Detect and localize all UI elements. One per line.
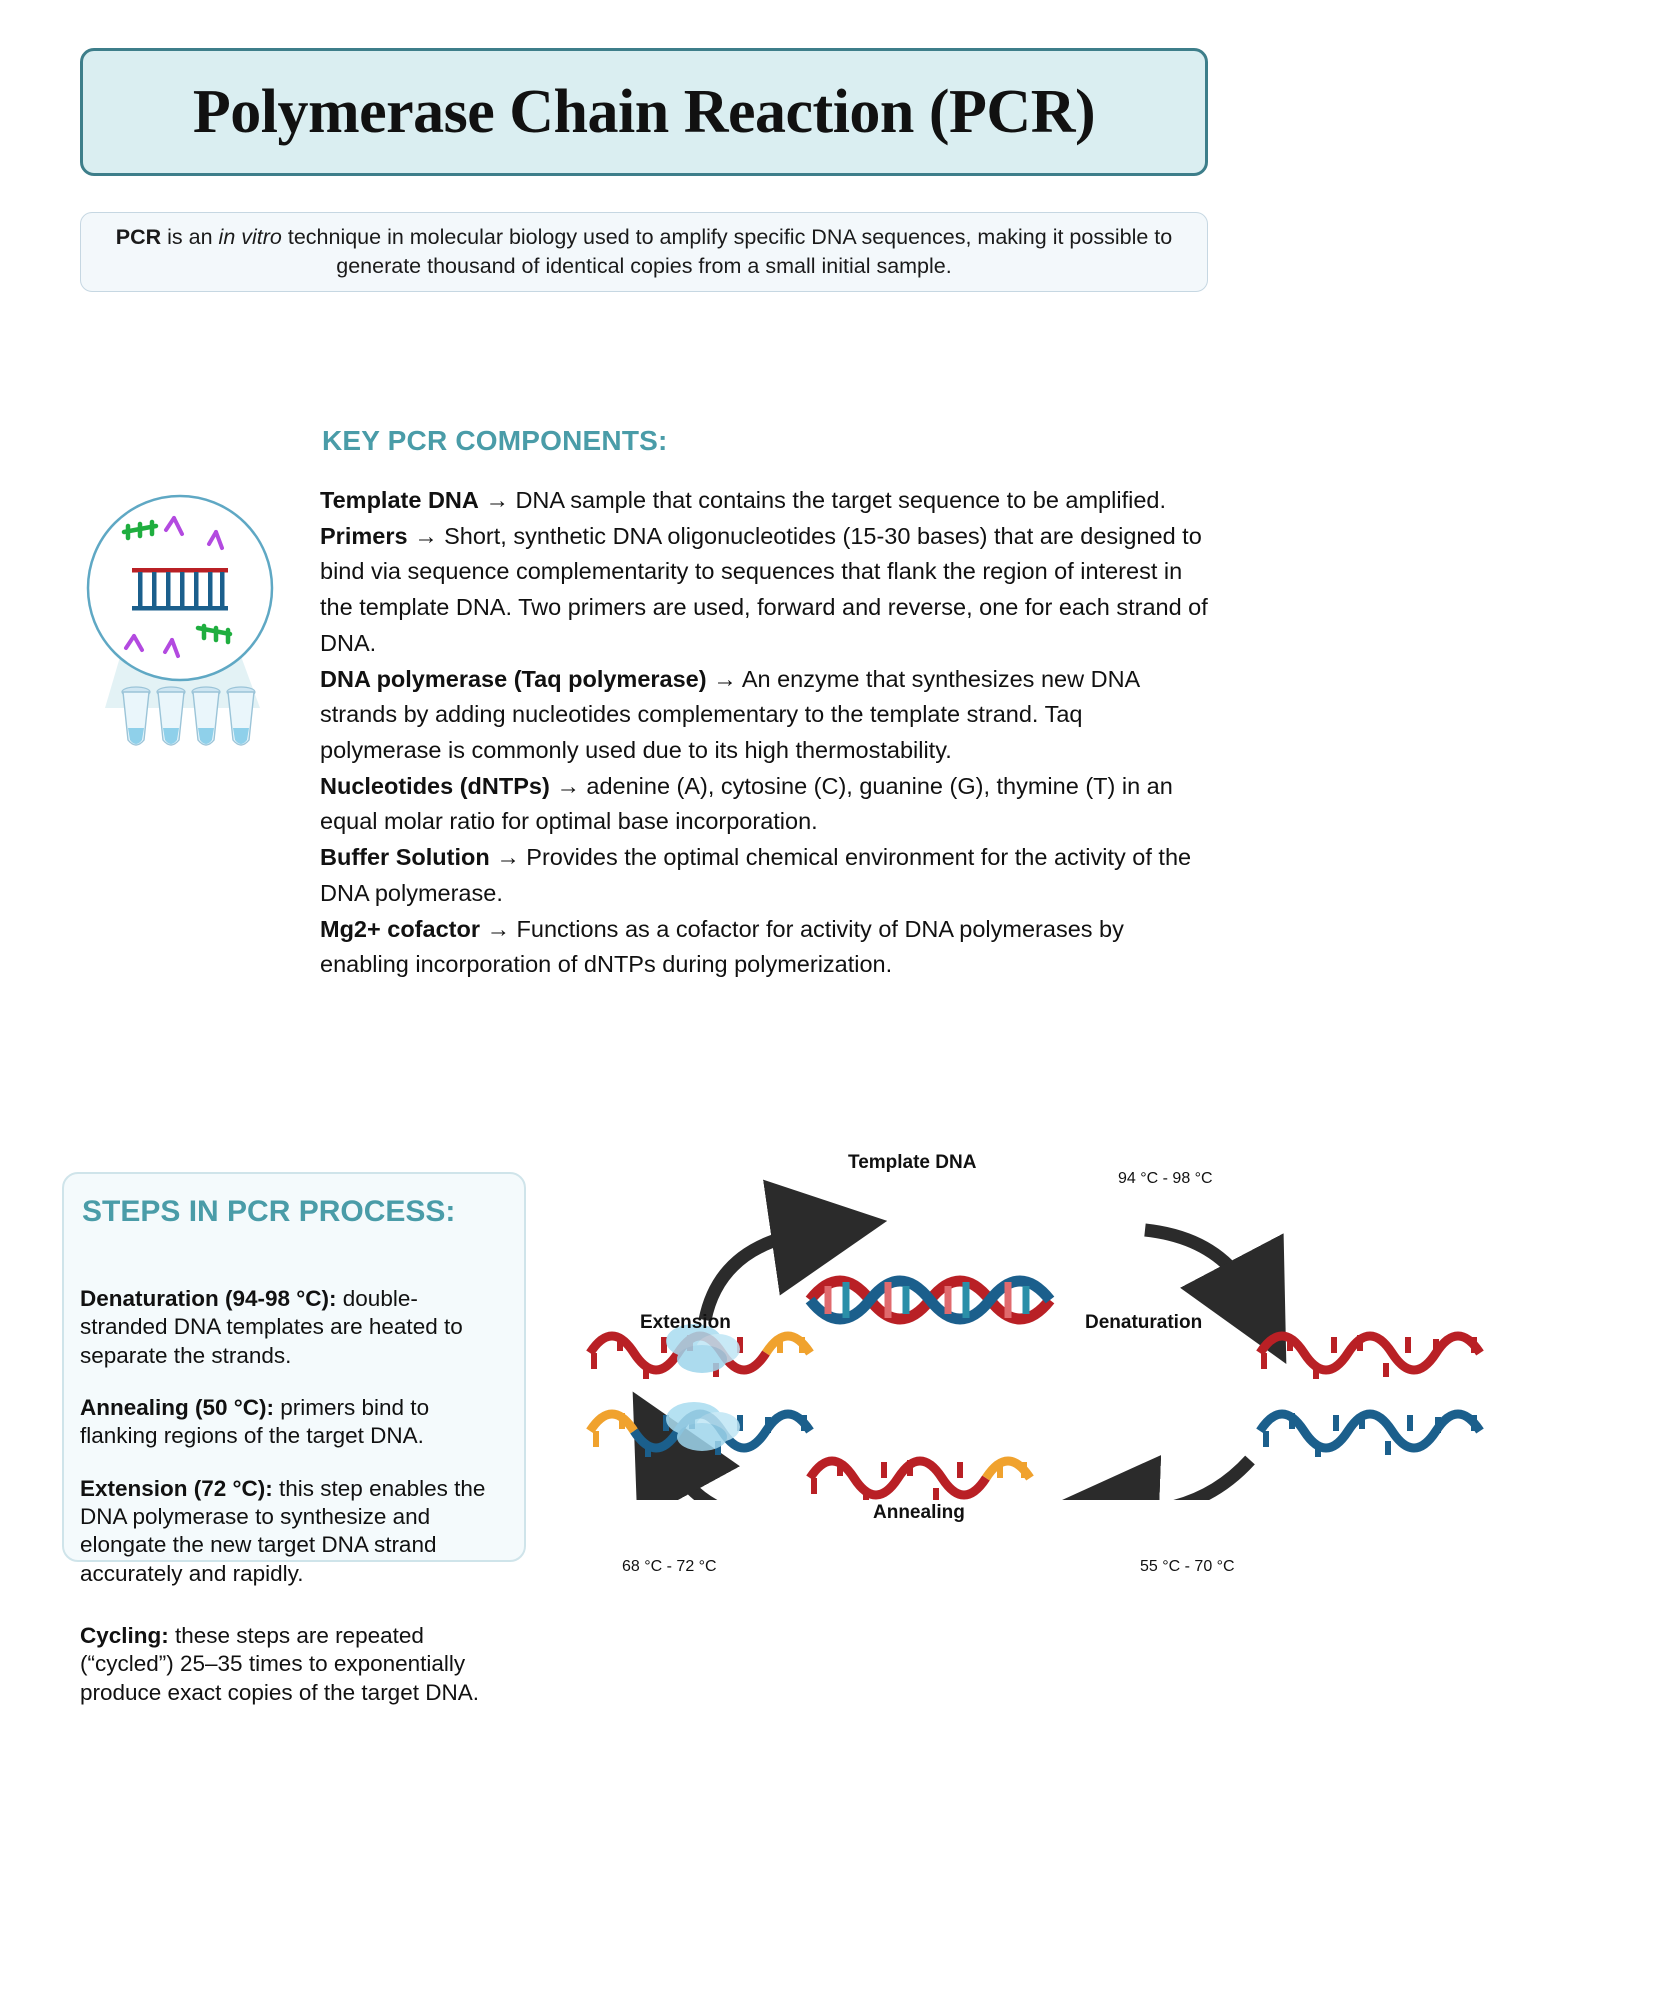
cycle-label-template-dna: Template DNA xyxy=(848,1152,977,1173)
subtitle-lead: PCR xyxy=(115,224,162,249)
page-title: Polymerase Chain Reaction (PCR) xyxy=(192,77,1096,146)
component-item-buffer-solution xyxy=(320,840,1208,911)
component-desc: An enzyme that synthesizes new DNA strands by adding nucleotides complementary to the template strand. Taq polymerase is commonly used due to its high thermostability. xyxy=(320,665,1139,764)
template-dna-helix xyxy=(810,1281,1050,1319)
subtitle-part1: is an xyxy=(161,224,219,249)
component-term: Template DNA xyxy=(320,487,479,513)
arrow-to-denaturation-icon xyxy=(1145,1230,1250,1295)
component-item-primers xyxy=(320,519,1208,662)
arrow-icon: → xyxy=(496,844,520,871)
cycle-temp-extension: 68 °C - 72 °C xyxy=(622,1558,717,1575)
component-item-dna-polymerase xyxy=(320,662,1208,769)
annealing-strands xyxy=(810,1460,1030,1500)
pcr-sample-illustration xyxy=(70,440,320,760)
component-term: Mg2+ cofactor xyxy=(320,915,480,942)
step-desc: double-stranded DNA templates are heated to separate the strands. xyxy=(80,1286,463,1368)
component-term: Nucleotides (dNTPs) xyxy=(320,772,550,799)
component-term: DNA polymerase (Taq polymerase) xyxy=(320,665,707,692)
title-banner xyxy=(80,48,1208,176)
step-desc: primers bind to flanking regions of the target DNA. xyxy=(80,1395,430,1449)
step-term: Denaturation (94-98 °C): xyxy=(80,1286,337,1311)
subtitle-banner xyxy=(80,212,1208,292)
cycle-temp-denaturation: 94 °C - 98 °C xyxy=(1118,1170,1213,1187)
tubes-and-dna-magnifier-icon xyxy=(70,440,320,760)
component-desc: Provides the optimal chemical environment for the activity of the DNA polymerase. xyxy=(320,844,1192,906)
cycle-label-denaturation: Denaturation xyxy=(1085,1312,1203,1333)
arrow-icon: → xyxy=(486,915,510,942)
arrow-icon: → xyxy=(414,522,438,549)
component-term: Buffer Solution xyxy=(320,844,490,871)
component-desc: Short, synthetic DNA oligonucleotides (15-30 bases) that are designed to bind via sequence complementarity to sequences that flank the region of interest in the template DNA. Two primers are used, forward and reverse, one for each strand of DNA. xyxy=(320,522,1208,656)
component-desc: adenine (A), cytosine (C), guanine (G), thymine (T) in an equal molar ratio for optimal base incorporation. xyxy=(320,772,1173,835)
component-desc: Functions as a cofactor for activity of DNA polymerases by enabling incorporation of dNTPs during polymerization. xyxy=(320,915,1124,978)
component-item-nucleotides xyxy=(320,769,1208,840)
step-item-extension xyxy=(80,1475,500,1588)
step-term: Cycling: xyxy=(80,1623,169,1649)
extension-strands xyxy=(590,1324,810,1457)
steps-heading: STEPS IN PCR PROCESS: xyxy=(82,1195,456,1228)
step-term: Annealing (50 °C): xyxy=(80,1395,275,1421)
arrow-icon: → xyxy=(556,772,580,799)
denaturation-strands xyxy=(1260,1335,1480,1457)
components-list xyxy=(320,483,1208,983)
cycle-label-extension: Extension xyxy=(640,1312,731,1333)
component-term: Primers xyxy=(320,522,408,549)
step-desc: this step enables the DNA polymerase to synthesize and elongate the new target DNA strand accurately and rapidly. xyxy=(80,1475,486,1586)
components-heading: KEY PCR COMPONENTS: xyxy=(322,425,668,456)
component-desc: DNA sample that contains the target sequence to be amplified. xyxy=(515,487,1166,513)
arrow-to-template-icon xyxy=(705,1232,810,1320)
cycle-label-annealing: Annealing xyxy=(873,1502,965,1523)
pcr-cycle-diagram xyxy=(560,1152,1640,1575)
steps-list xyxy=(80,1285,500,1731)
step-item-annealing xyxy=(80,1394,500,1451)
subtitle-italic: in vitro xyxy=(218,224,282,249)
arrow-to-extension-icon xyxy=(670,1460,765,1500)
component-item-mg-cofactor xyxy=(320,912,1208,983)
subtitle-text xyxy=(103,223,1185,281)
step-desc: these steps are repeated (“cycled”) 25–35 times to exponentially produce exact copies of the target DNA. xyxy=(80,1623,479,1705)
arrow-icon: → xyxy=(713,665,737,692)
step-item-denaturation xyxy=(80,1285,500,1370)
arrow-to-annealing-icon xyxy=(1120,1460,1250,1500)
step-item-cycling xyxy=(80,1622,500,1707)
step-term: Extension (72 °C): xyxy=(80,1475,273,1501)
cycle-temp-annealing: 55 °C - 70 °C xyxy=(1140,1558,1235,1575)
subtitle-part2: technique in molecular biology used to amplify specific DNA sequences, making it possible to generate thousand of identical copies from a small initial sample. xyxy=(281,224,1173,278)
component-item-template-dna xyxy=(320,483,1208,519)
arrow-icon: → xyxy=(485,487,509,513)
